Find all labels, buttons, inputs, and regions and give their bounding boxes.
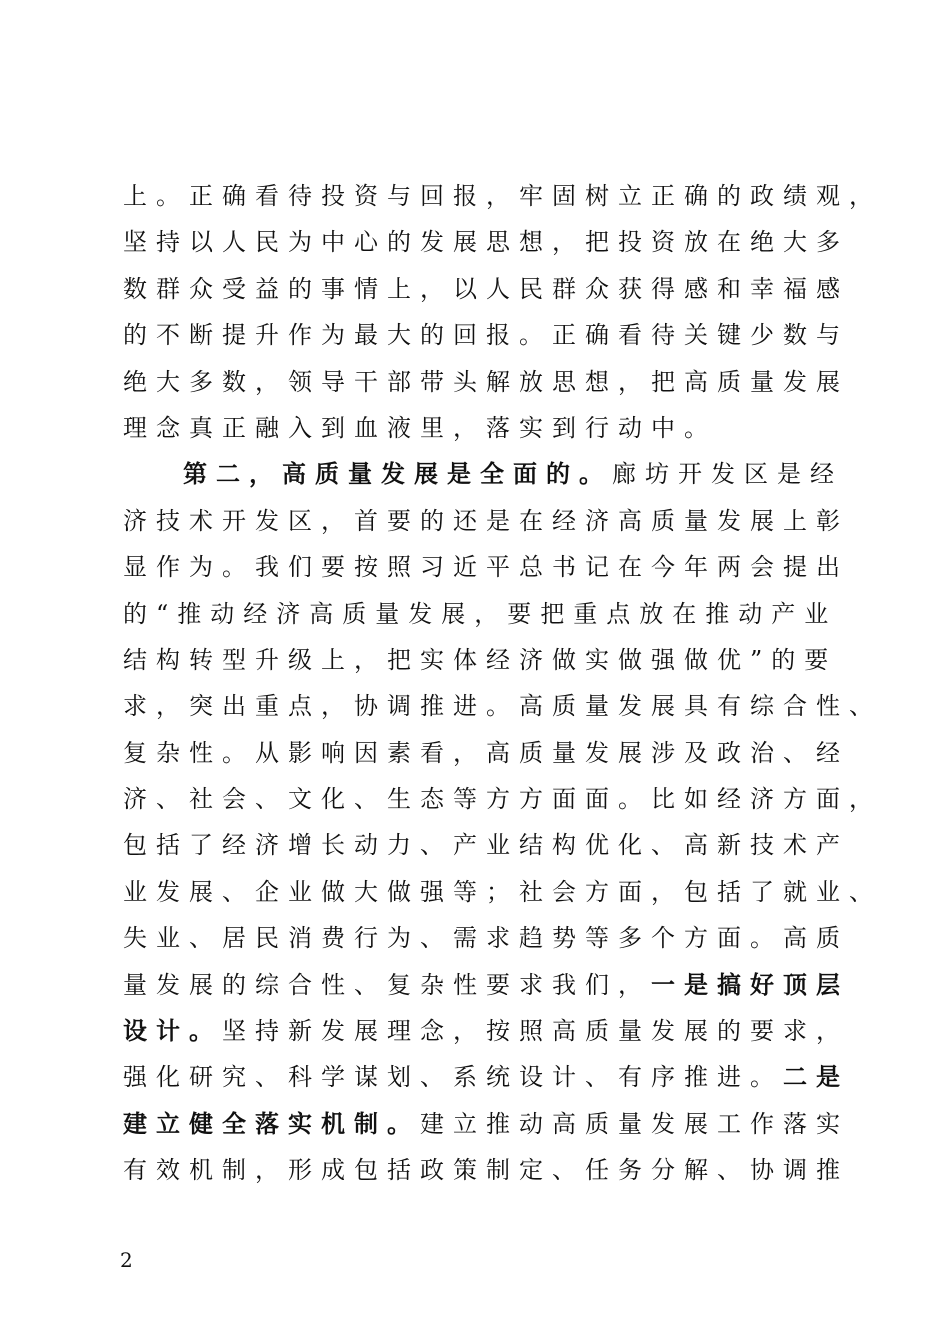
body-text (123, 173, 882, 1194)
text-segment: 复杂性。从影响因素看，高质量发展涉及政治、经 (123, 738, 849, 767)
page-number: 2 (120, 1248, 133, 1272)
text-line (123, 1101, 849, 1147)
text-segment: 结构转型升级上，把实体经济做实做强做优”的要 (123, 645, 838, 674)
text-line (123, 312, 849, 358)
text-segment: 数群众受益的事情上，以人民群众获得感和幸福感 (123, 274, 849, 303)
text-segment: 求，突出重点，协调推进。高质量发展具有综合性、 (123, 692, 882, 721)
text-line (123, 544, 849, 590)
text-line (123, 822, 849, 868)
text-line (123, 359, 849, 405)
text-line (123, 266, 849, 312)
text-line (123, 962, 849, 1008)
text-segment: 的“推动经济高质量发展，要把重点放在推动产业 (123, 599, 838, 628)
text-line (123, 1054, 849, 1100)
text-segment: 有效机制，形成包括政策制定、任务分解、协调推 (123, 1156, 849, 1185)
text-segment: 坚持新发展理念，按照高质量发展的要求， (222, 1017, 849, 1046)
text-segment: 建立推动高质量发展工作落实 (420, 1109, 849, 1138)
text-line (123, 869, 882, 915)
text-segment: 失业、居民消费行为、需求趋势等多个方面。高质 (123, 924, 849, 953)
text-segment: 强化研究、科学谋划、系统设计、有序推进。 (123, 1063, 783, 1092)
text-segment: 绝大多数，领导干部带头解放思想，把高质量发展 (123, 367, 849, 396)
text-segment: 济技术开发区，首要的还是在经济高质量发展上彰 (123, 506, 849, 535)
text-line (123, 591, 843, 637)
text-segment: 上。正确看待投资与回报，牢固树立正确的政绩观， (123, 182, 882, 210)
text-line (123, 405, 843, 451)
text-segment: 廊坊开发区是经 (612, 460, 843, 489)
text-line (123, 776, 882, 822)
text-line (123, 498, 849, 544)
text-segment: 济、社会、文化、生态等方方面面。比如经济方面， (123, 785, 882, 814)
bold-text-segment: 二是 (783, 1062, 849, 1092)
text-segment: 显作为。我们要按照习近平总书记在今年两会提出 (123, 553, 849, 582)
bold-text-segment: 设计。 (123, 1016, 222, 1046)
bold-text-segment: 建立健全落实机制。 (123, 1108, 420, 1138)
bold-text-segment: 一是搞好顶层 (651, 969, 849, 999)
text-segment: 的不断提升作为最大的回报。正确看待关键少数与 (123, 321, 849, 350)
text-segment: 理念真正融入到血液里，落实到行动中。 (123, 413, 717, 442)
text-segment: 坚持以人民为中心的发展思想，把投资放在绝大多 (123, 228, 849, 257)
text-segment: 业发展、企业做大做强等；社会方面，包括了就业、 (123, 877, 882, 906)
text-line (123, 1008, 849, 1054)
text-line (123, 173, 882, 219)
text-segment: 量发展的综合性、复杂性要求我们， (123, 970, 651, 999)
text-line (123, 1147, 849, 1193)
text-segment: 包括了经济增长动力、产业结构优化、高新技术产 (123, 831, 849, 860)
text-line (123, 683, 882, 729)
bold-text-segment: 第二，高质量发展是全面的。 (183, 459, 612, 489)
text-line (123, 730, 849, 776)
text-line (123, 451, 843, 497)
text-line (123, 219, 849, 265)
text-line (123, 915, 849, 961)
text-line (123, 637, 843, 683)
